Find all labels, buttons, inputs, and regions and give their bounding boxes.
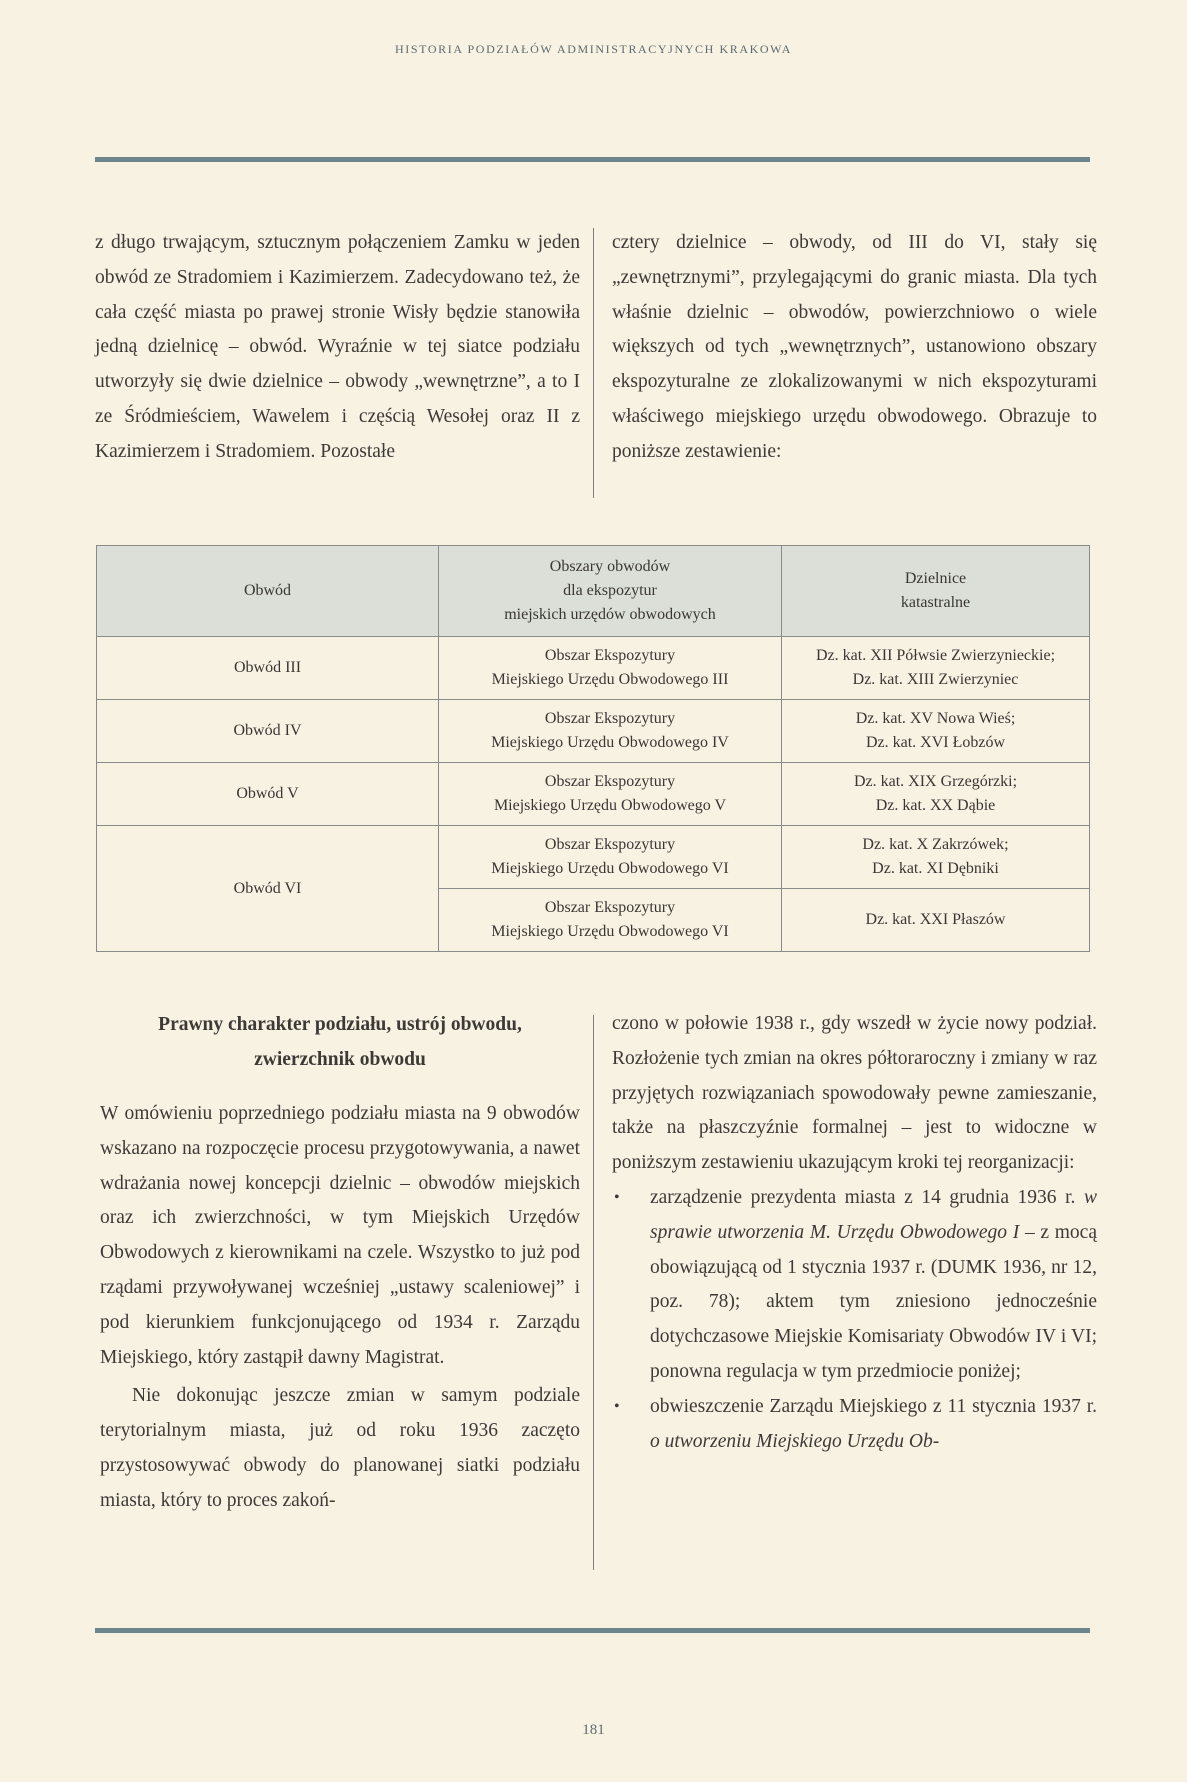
top-rule [95, 157, 1090, 162]
cell-obszar: Obszar Ekspozytury Miejskiego Urzędu Obwodowego V [439, 763, 782, 826]
cell-dzielnice: Dz. kat. XIX Grzegórzki; Dz. kat. XX Dąbie [782, 763, 1090, 826]
table-header-row [97, 546, 1090, 637]
table-row [97, 700, 1090, 763]
cell-obszar: Obszar Ekspozytury Miejskiego Urzędu Obwodowego VI [439, 826, 782, 889]
cell-dzielnice: Dz. kat. XXI Płaszów [782, 889, 1090, 952]
top-left-column [95, 226, 580, 470]
column-divider [593, 1015, 594, 1570]
cell-dzielnice: Dz. kat. X Zakrzówek; Dz. kat. XI Dębniki [782, 826, 1090, 889]
cell-obszar: Obszar Ekspozytury Miejskiego Urzędu Obwodowego VI [439, 889, 782, 952]
bottom-left-column [100, 1007, 580, 1519]
bottom-rule [95, 1628, 1090, 1633]
table-row [97, 826, 1090, 889]
header-obwod: Obwód [97, 546, 439, 637]
cell-dzielnice: Dz. kat. XV Nowa Wieś; Dz. kat. XVI Łobzów [782, 700, 1090, 763]
paragraph: z długo trwającym, sztucznym połączeniem Zamku w jeden obwód ze Stradomiem i Kazimierzem. Zadecydowano też, że cała część miasta po prawej stronie Wisły będzie stanowiła jedną dzielnicę – obwód. Wyraźnie w tej siatce podziału utworzyły się dwie dzielnice – obwody „wewnętrzne”, a to I ze Śródmieściem, Wawelem i częścią Wesołej oraz II z Kazimierzem i Stradomiem. Pozostałe [95, 232, 580, 462]
header-dzielnice: Dzielnice katastralne [782, 546, 1090, 637]
paragraph: Nie dokonując jeszcze zmian w samym podziale terytorialnym miasta, już od roku 1936 zaczęto przystosowywać obwody do planowanej siatki podziału miasta, który to proces zakoń- [100, 1385, 580, 1511]
reorganization-steps-list [612, 1181, 1097, 1459]
cell-obwod: Obwód V [97, 763, 439, 826]
cell-obwod: Obwód III [97, 637, 439, 700]
running-head: HISTORIA PODZIAŁÓW ADMINISTRACYJNYCH KRAKOWA [395, 42, 792, 56]
paragraph: cztery dzielnice – obwody, od III do VI, stały się „zewnętrznymi”, przylegającymi do granic miasta. Dla tych właśnie dzielnic – obwodów, powierzchniowo o wiele większych od tych „wewnętrznych”, ustanowiono obszary ekspozyturalne ze zlokalizowanymi w nich ekspozyturami właściwego miejskiego urzędu obwodowego. Obrazuje to poniższe zestawienie: [612, 232, 1097, 462]
list-item: • obwieszczenie Zarządu Miejskiego z 11 stycznia 1937 r. o utworzeniu Miejskiego Urzędu Ob- [612, 1390, 1097, 1460]
table-row [97, 637, 1090, 700]
section-heading: Prawny charakter podziału, ustrój obwodu, zwierzchnik obwodu [158, 1014, 522, 1070]
paragraph: W omówieniu poprzedniego podziału miasta na 9 obwodów wskazano na rozpoczęcie procesu przygotowywania, a nawet wdrażania nowej koncepcji dzielnic – obwodów miejskich oraz ich zwierzchności, w tym Miejskich Urzędów Obwodowych z kierownikami na czele. Wszystko to już pod rządami przywoływanej wcześniej „ustawy scaleniowej” i pod kierunkiem funkcjonującego od 1934 r. Zarządu Miejskiego, który zastąpił dawny Magistrat. [100, 1103, 580, 1368]
cell-obszar: Obszar Ekspozytury Miejskiego Urzędu Obwodowego IV [439, 700, 782, 763]
page-number: 181 [582, 1722, 605, 1738]
bottom-right-column [612, 1007, 1097, 1459]
bullet-icon: • [614, 1188, 620, 1206]
header-obszary: Obszary obwodów dla ekspozytur miejskich urzędów obwodowych [439, 546, 782, 637]
bullet-icon: • [614, 1397, 620, 1415]
column-divider [593, 228, 594, 498]
cell-dzielnice: Dz. kat. XII Półwsie Zwierzynieckie; Dz. kat. XIII Zwierzyniec [782, 637, 1090, 700]
paragraph: czono w połowie 1938 r., gdy wszedł w życie nowy podział. Rozłożenie tych zmian na okres półtoraroczny i zmiany w raz przyjętych rozwiązaniach spowodowały pewne zamieszanie, także na płaszczyźnie formalnej – jest to widoczne w poniższym zestawieniu ukazującym kroki tej reorganizacji: [612, 1013, 1097, 1174]
cell-obwod: Obwód IV [97, 700, 439, 763]
cell-obwod: Obwód VI [97, 826, 439, 952]
top-right-column [612, 226, 1097, 470]
cell-obszar: Obszar Ekspozytury Miejskiego Urzędu Obwodowego III [439, 637, 782, 700]
list-item: • zarządzenie prezydenta miasta z 14 grudnia 1936 r. w sprawie utworzenia M. Urzędu Obwodowego I – z mocą obowiązującą od 1 stycznia 1937 r. (DUMK 1936, nr 12, poz. 78); aktem tym zniesiono jednocześnie dotychczasowe Miejskie Komisariaty Obwodów IV i VI; ponowna regulacja w tym przedmiocie poniżej; [612, 1181, 1097, 1390]
table-row [97, 763, 1090, 826]
obwody-table [96, 545, 1090, 952]
